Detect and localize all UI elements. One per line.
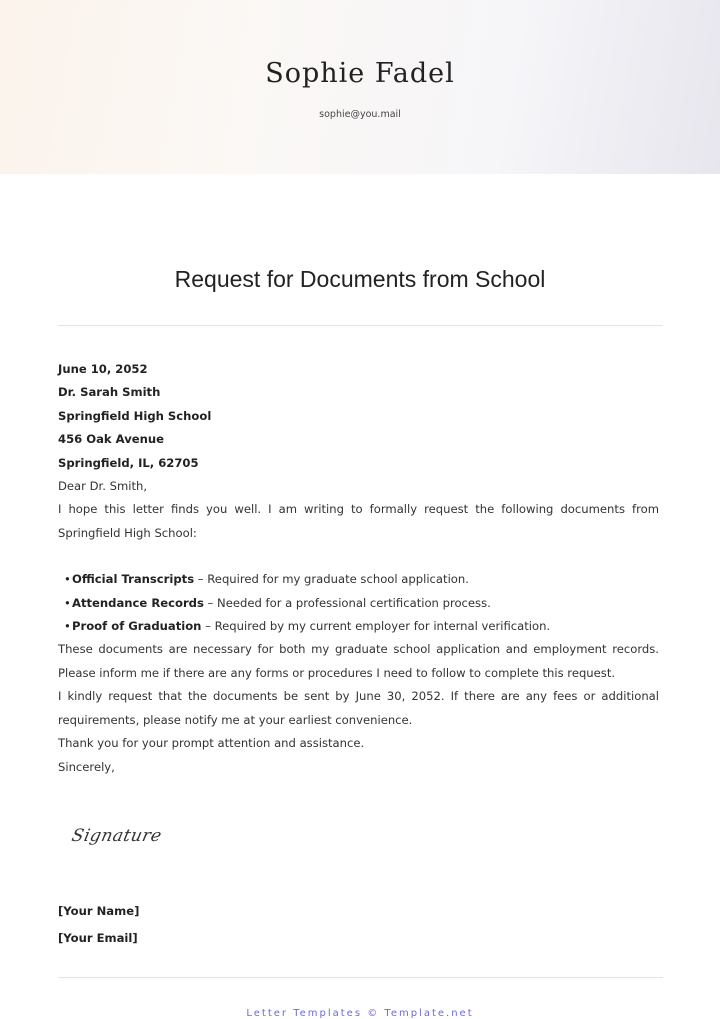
sender-name: Sophie Fadel — [265, 58, 455, 89]
document-reason: – Required for my graduate school application. — [194, 572, 469, 587]
letter-date: June 10, 2052 — [58, 362, 148, 376]
thanks-paragraph: Thank you for your prompt attention and assistance. — [58, 736, 365, 751]
closing: Sincerely, — [58, 759, 115, 774]
list-item — [64, 615, 659, 638]
document-name: Proof of Graduation — [72, 619, 202, 634]
signature-image: Signature — [69, 826, 164, 846]
salutation: Dear Dr. Smith, — [58, 479, 148, 494]
bottom-divider — [58, 977, 663, 978]
your-name: [Your Name] — [58, 904, 140, 918]
document-name: Attendance Records — [72, 595, 204, 610]
document-list — [58, 568, 659, 638]
your-email: [Your Email] — [58, 931, 138, 945]
sender-email: sophie@you.mail — [319, 109, 401, 120]
intro-paragraph: I hope this letter finds you well. I am writing to formally request the following documents from Springfield High School: — [58, 502, 659, 540]
letter-body — [58, 358, 659, 779]
recipient-school: Springfield High School — [58, 408, 212, 423]
document-name: Official Transcripts — [72, 572, 195, 587]
deadline-paragraph: I kindly request that the documents be sent by June 30, 2052. If there are any fees or additional requirements, please notify me at your earliest convenience. — [58, 689, 659, 727]
letter-title: Request for Documents from School — [174, 266, 546, 292]
document-reason: – Needed for a professional certification process. — [203, 595, 491, 610]
necessity-paragraph: These documents are necessary for both my graduate school application and employment records. Please inform me if there are any forms or procedures I need to follow to complete this request. — [58, 642, 659, 680]
signature-block — [58, 898, 139, 952]
recipient-street: 456 Oak Avenue — [58, 432, 165, 447]
recipient-name: Dr. Sarah Smith — [58, 385, 161, 400]
list-item — [64, 592, 659, 615]
document-reason: – Required by my current employer for internal verification. — [201, 619, 551, 634]
list-item — [64, 568, 659, 591]
recipient-city: Springfield, IL, 62705 — [58, 455, 199, 470]
footer-credit[interactable]: Letter Templates © Template.net — [246, 1008, 474, 1019]
letterhead — [0, 0, 720, 174]
top-divider — [58, 325, 663, 326]
